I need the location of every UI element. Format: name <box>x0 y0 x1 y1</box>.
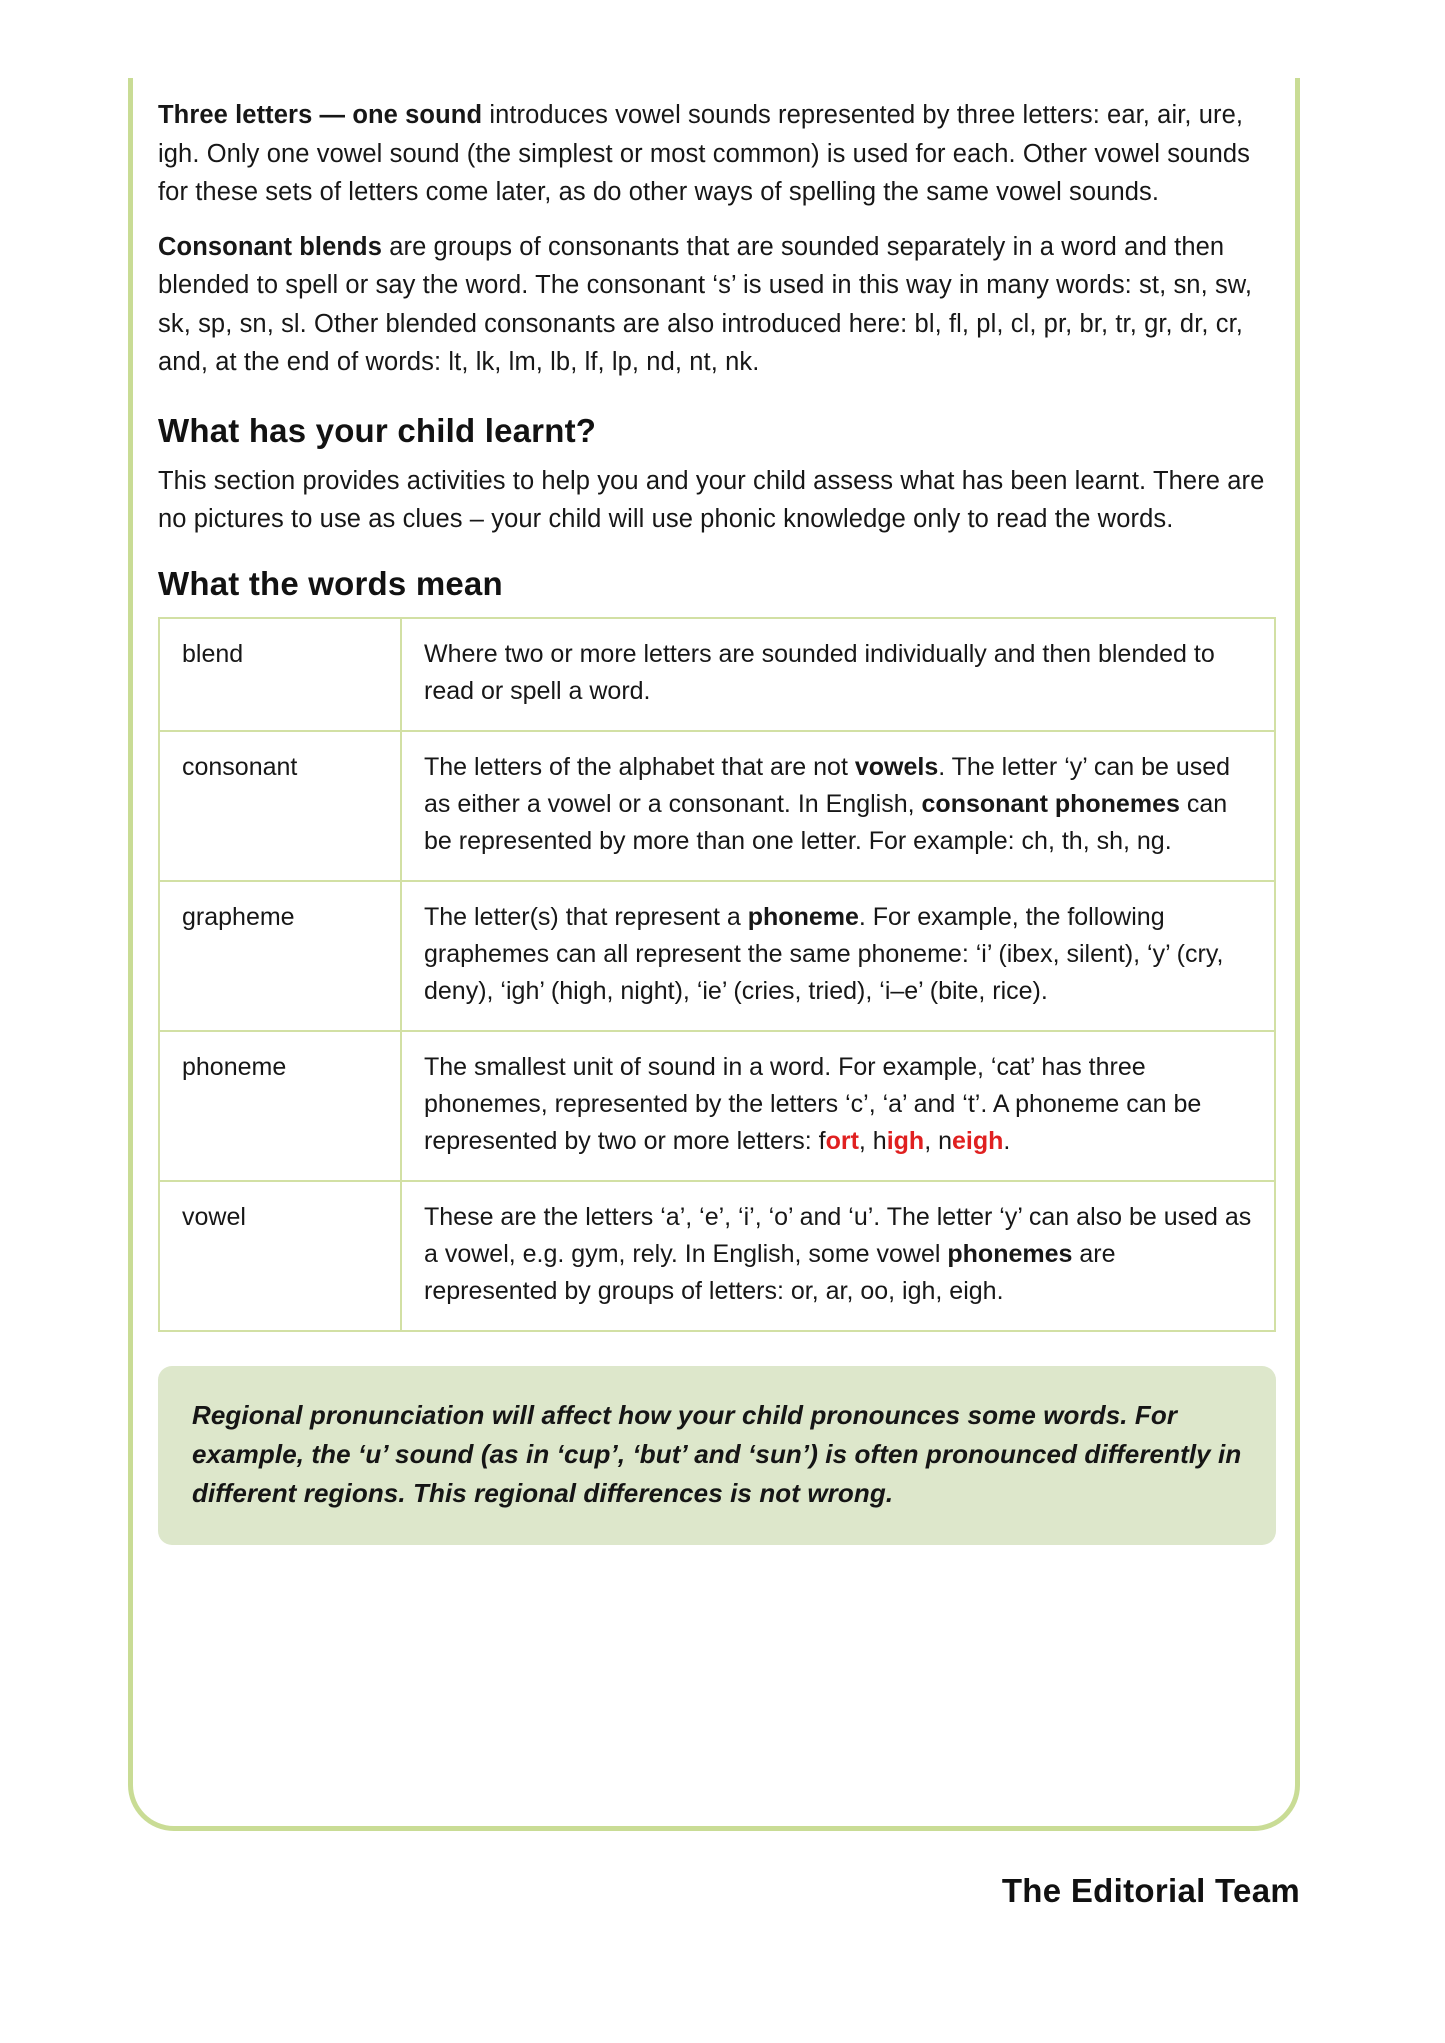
definition-highlight-letters: ort <box>825 1126 859 1155</box>
definition-highlight-letters: igh <box>886 1126 925 1155</box>
definition-text: . <box>1003 1126 1011 1155</box>
glossary-term: phoneme <box>159 1031 401 1181</box>
glossary-term: grapheme <box>159 881 401 1031</box>
definition-bold-term: vowels <box>854 752 939 781</box>
glossary-table <box>158 617 1276 1332</box>
glossary-definition <box>401 1181 1275 1331</box>
definition-text: , h <box>858 1126 887 1155</box>
definition-text: can be represented by more than one letter. For example: ch, th, sh, ng. <box>424 789 1228 855</box>
paragraph-text: introduces vowel sounds represented by three letters: ear, air, ure, igh. Only one vowel sound (the simplest or most common) is used for each. Other vowel sounds for these sets of letters come later, as do other ways of spelling the same vowel sounds. <box>158 101 1251 206</box>
heading-what-the-words-mean: What the words mean <box>158 564 503 602</box>
callout-text: Regional pronunciation will affect how your child pronounces some words. For example, the ‘u’ sound (as in ‘cup’, ‘but’ and ‘sun’) is often pronounced differently in different regions. This regional differences is not wrong. <box>192 1399 1242 1508</box>
paragraph-learnt-body: This section provides activities to help you and your child assess what has been learnt. There are no pictures to use as clues – your child will use phonic knowledge only to read the words. <box>158 466 1265 533</box>
glossary-term: vowel <box>159 1181 401 1331</box>
footer-editorial-team: The Editorial Team <box>1001 1872 1300 1909</box>
glossary-term: consonant <box>159 731 401 881</box>
definition-text: These are the letters ‘a’, ‘e’, ‘i’, ‘o’ and ‘u’. The letter ‘y’ can also be used as a vowel, e.g. gym, rely. In English, some vowel <box>424 1202 1252 1268</box>
table-row <box>159 881 1275 1031</box>
regional-pronunciation-callout <box>158 1366 1276 1545</box>
definition-bold-term: phonemes <box>947 1239 1073 1268</box>
glossary-definition <box>401 618 1275 731</box>
table-row <box>159 1031 1275 1181</box>
heading-what-has-your-child-learnt: What has your child learnt? <box>158 411 597 449</box>
glossary-definition <box>401 1031 1275 1181</box>
glossary-definition <box>401 881 1275 1031</box>
definition-text: The smallest unit of sound in a word. For example, ‘cat’ has three phonemes, represented by the letters ‘c’, ‘a’ and ‘t’. A phoneme can be represented by two or more letters: f <box>424 1052 1202 1155</box>
definition-text: . The letter ‘y’ can be used as either a vowel or a consonant. In English, <box>424 752 1231 818</box>
paragraph-consonant-blends <box>158 228 1268 382</box>
definition-text: The letter(s) that represent a <box>424 902 748 931</box>
paragraph-lead-in: Consonant blends <box>158 232 383 261</box>
glossary-definition <box>401 731 1275 881</box>
glossary-term: blend <box>159 618 401 731</box>
paragraph-lead-in: Three letters — one sound <box>158 101 483 129</box>
table-row <box>159 1181 1275 1331</box>
paragraph-three-letters <box>158 96 1268 212</box>
page-content <box>158 96 1278 1545</box>
definition-text: . For example, the following graphemes can all represent the same phoneme: ‘i’ (ibex, silent), ‘y’ (cry, deny), ‘igh’ (high, night), ‘ie’ (cries, tried), ‘i–e’ (bite, rice). <box>424 902 1224 1005</box>
definition-bold-term: consonant phonemes <box>921 789 1180 818</box>
definition-text: The letters of the alphabet that are not <box>424 752 855 781</box>
definition-bold-term: phoneme <box>747 902 859 931</box>
definition-text: Where two or more letters are sounded individually and then blended to read or spell a word. <box>424 639 1215 705</box>
table-row <box>159 731 1275 881</box>
definition-text: , n <box>924 1126 952 1155</box>
definition-text: are represented by groups of letters: or, ar, oo, igh, eigh. <box>424 1239 1116 1305</box>
paragraph-text: are groups of consonants that are sounded separately in a word and then blended to spell or say the word. The consonant ‘s’ is used in this way in many words: st, sn, sw, sk, sp, sn, sl. Other blended consonants are also introduced here: bl, fl, pl, cl, pr, br, tr, gr, dr, cr, and, at the end of words: lt, lk, lm, lb, lf, lp, nd, nt, nk. <box>158 232 1253 376</box>
glossary-table-body <box>159 618 1275 1331</box>
table-row <box>159 618 1275 731</box>
definition-highlight-letters: eigh <box>951 1126 1004 1155</box>
